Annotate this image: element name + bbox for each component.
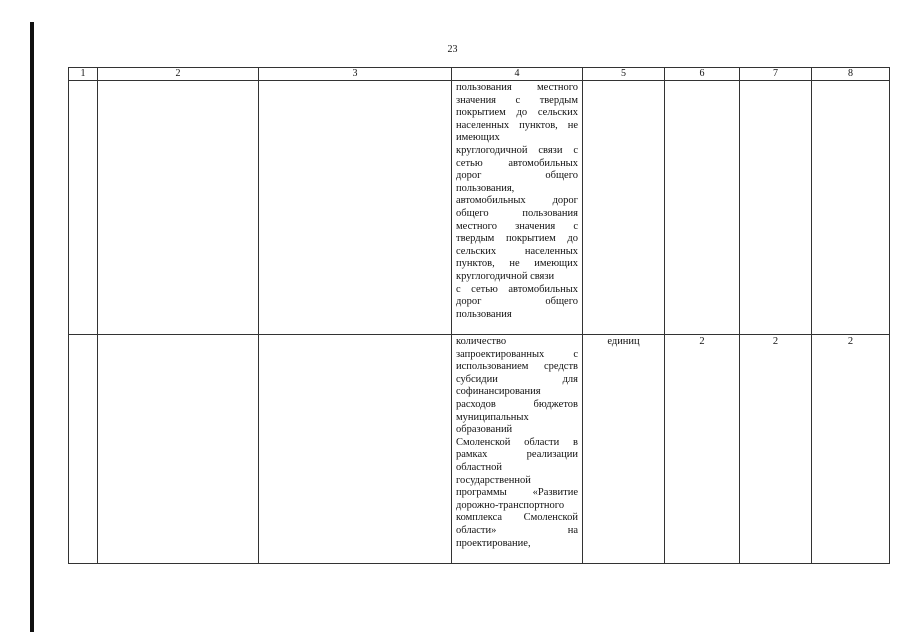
text-line: сельских населенных bbox=[456, 245, 578, 257]
text-line: местного значения с bbox=[456, 220, 578, 232]
text-line: пунктов, не имеющих bbox=[456, 258, 578, 270]
text-line: использованием средств bbox=[456, 361, 578, 373]
table-cell-col2 bbox=[98, 335, 259, 564]
header-cell: 3 bbox=[259, 68, 452, 81]
text-line: областной bbox=[456, 461, 502, 473]
text-line: Смоленской области в bbox=[456, 436, 578, 448]
text-line: круглогодичной связи bbox=[456, 270, 555, 282]
text-line: дорожно-транспортного bbox=[456, 499, 565, 511]
header-cell: 6 bbox=[665, 68, 740, 81]
text-line: муниципальных bbox=[456, 411, 529, 423]
header-cell: 8 bbox=[812, 68, 890, 81]
indicator-text-cell bbox=[452, 81, 583, 335]
indicator-text-cell bbox=[452, 335, 583, 564]
text-line: образований bbox=[456, 424, 513, 436]
text-line: круглогодичной связи с bbox=[456, 144, 578, 156]
text-line: дорог общего bbox=[456, 170, 578, 182]
value-cell: 2 bbox=[740, 335, 812, 564]
text-line: с сетью автомобильных bbox=[456, 283, 578, 295]
table-header-row bbox=[69, 68, 890, 81]
left-margin-bar bbox=[30, 22, 34, 632]
text-line: пользования, bbox=[456, 182, 515, 194]
header-cell: 2 bbox=[98, 68, 259, 81]
text-line: имеющих bbox=[456, 132, 500, 144]
table-row bbox=[69, 81, 890, 335]
text-line: программы «Развитие bbox=[456, 487, 578, 499]
text-line: области» на bbox=[456, 524, 578, 536]
table-cell-col1 bbox=[69, 81, 98, 335]
table-row bbox=[69, 335, 890, 564]
header-cell: 5 bbox=[583, 68, 665, 81]
text-line: количество bbox=[456, 336, 507, 347]
text-line: общего пользования bbox=[456, 207, 578, 219]
text-line: субсидии для bbox=[456, 373, 578, 385]
text-line: автомобильных дорог bbox=[456, 195, 578, 207]
unit-cell: единиц bbox=[583, 335, 665, 564]
header-cell: 4 bbox=[452, 68, 583, 81]
text-line: твердым покрытием до bbox=[456, 233, 578, 245]
text-line: значения с твердым bbox=[456, 94, 578, 106]
text-line: пользования местного bbox=[456, 82, 578, 93]
data-table bbox=[68, 67, 890, 564]
text-line: населенных пунктов, не bbox=[456, 119, 578, 131]
text-line: дорог общего bbox=[456, 296, 578, 308]
text-line: пользования bbox=[456, 308, 512, 320]
text-line: покрытием до сельских bbox=[456, 107, 578, 119]
header-cell: 7 bbox=[740, 68, 812, 81]
value-cell: 2 bbox=[665, 335, 740, 564]
text-line: софинансирования bbox=[456, 386, 541, 398]
text-line: государственной bbox=[456, 474, 531, 486]
text-line: рамках реализации bbox=[456, 449, 578, 461]
text-line: запроектированных с bbox=[456, 348, 578, 360]
value-cell bbox=[665, 81, 740, 335]
page-number: 23 bbox=[447, 44, 458, 55]
value-cell bbox=[740, 81, 812, 335]
text-line: сетью автомобильных bbox=[456, 157, 578, 169]
unit-cell bbox=[583, 81, 665, 335]
header-cell: 1 bbox=[69, 68, 98, 81]
table-cell-col3 bbox=[259, 335, 452, 564]
value-cell bbox=[812, 81, 890, 335]
table-cell-col2 bbox=[98, 81, 259, 335]
text-line: расходов бюджетов bbox=[456, 398, 578, 410]
value-cell: 2 bbox=[812, 335, 890, 564]
table-cell-col3 bbox=[259, 81, 452, 335]
text-line: комплекса Смоленской bbox=[456, 512, 578, 524]
text-line: проектирование, bbox=[456, 537, 531, 549]
table-cell-col1 bbox=[69, 335, 98, 564]
